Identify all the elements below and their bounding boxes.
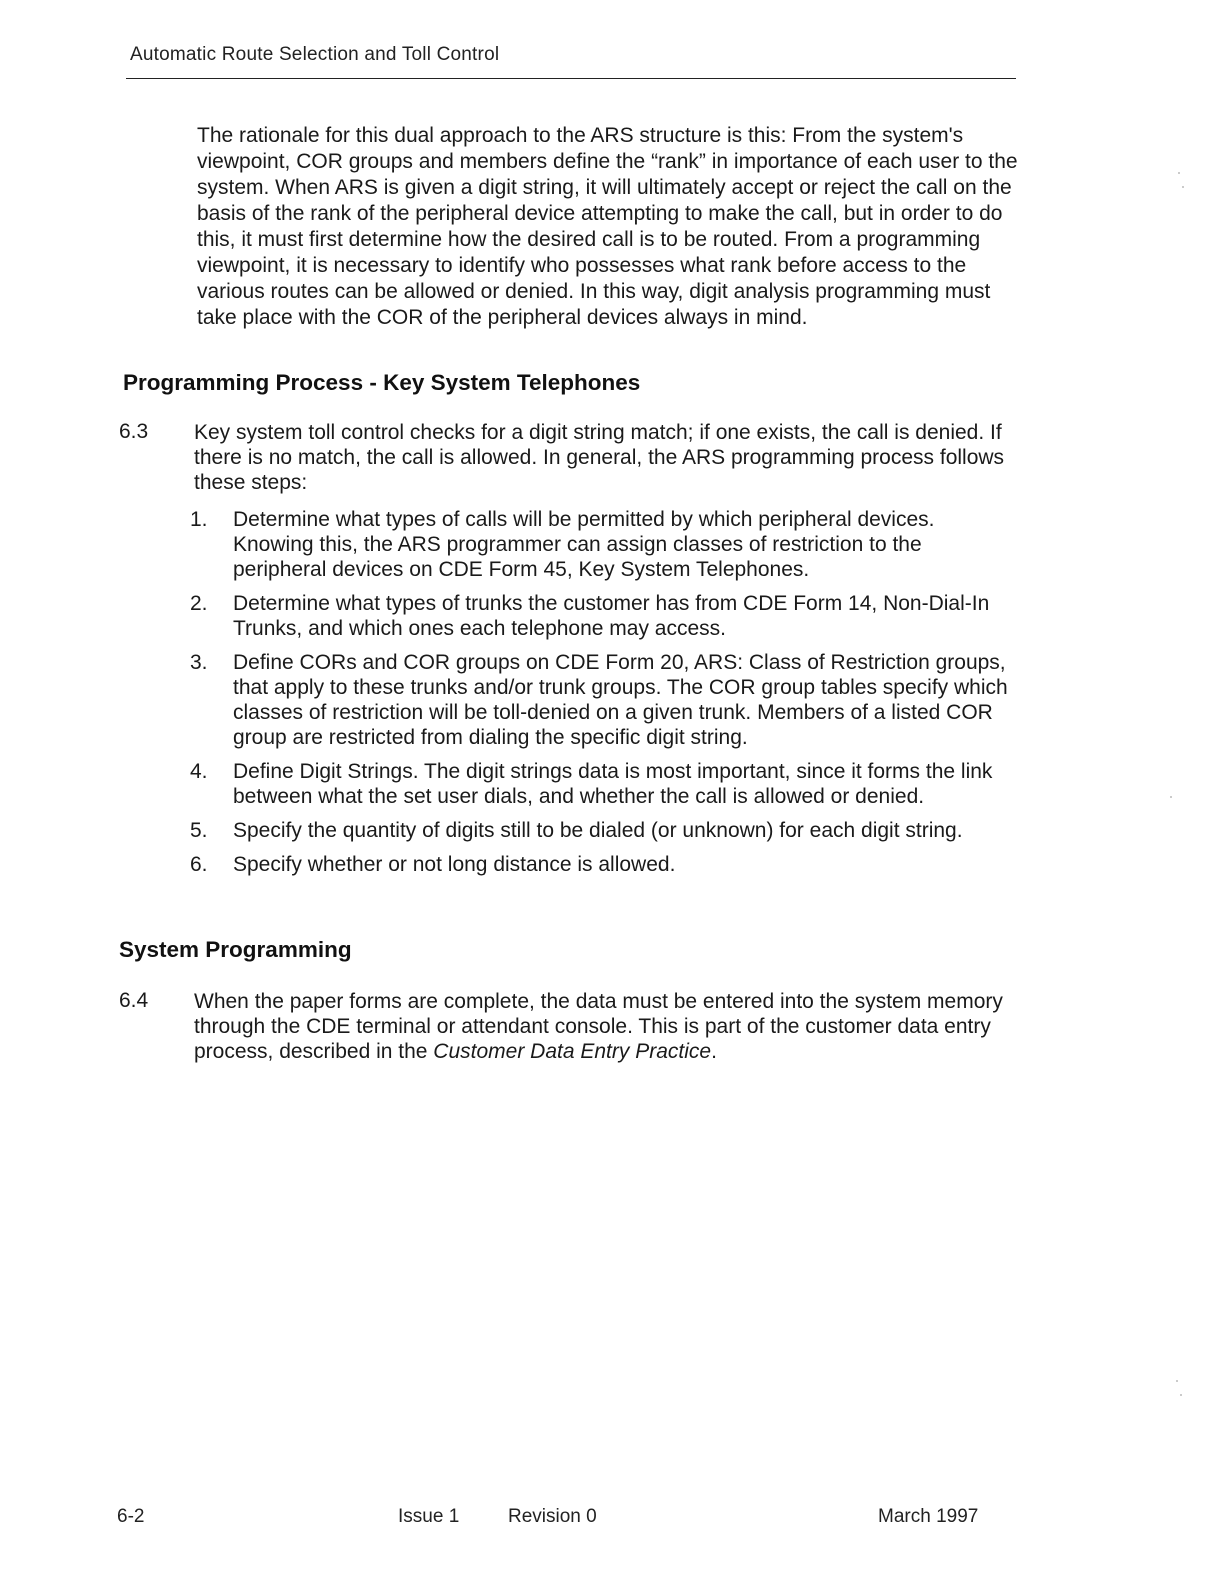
list-item <box>190 591 1016 641</box>
scan-speck <box>1178 172 1180 174</box>
step-text: Determine what types of calls will be permitted by which peripheral devices. Knowing this, the ARS programmer can assign classes of restriction to the peripheral devices on CDE Form 45, Key System Telephones. <box>233 508 935 581</box>
list-item <box>190 650 1016 750</box>
step-text: Specify whether or not long distance is allowed. <box>233 853 676 876</box>
step-text: Specify the quantity of digits still to be dialed (or unknown) for each digit string. <box>233 819 963 842</box>
paragraph-6-4 <box>194 989 1016 1064</box>
paragraph-number-6-3: 6.3 <box>119 420 149 443</box>
step-number: 3. <box>190 651 208 674</box>
intro-paragraph: The rationale for this dual approach to the ARS structure is this: From the system's viewpoint, COR groups and members define the “rank” in importance of each user to the system. When ARS is given a digit string, it will ultimately accept or reject the call on the basis of the rank of the peripheral device attempting to make the call, but in order to do this, it must first determine how the desired call is to be routed. From a programming viewpoint, it is necessary to identify who possesses what rank before access to the various routes can be allowed or denied. In this way, digit analysis programming must take place with the COR of the peripheral devices always in mind. <box>197 124 1018 329</box>
heading-system-programming: System Programming <box>119 937 352 962</box>
step-text: Define CORs and COR groups on CDE Form 20, ARS: Class of Restriction groups, that apply to these trunks and/or trunk groups. The COR group tables specify which classes of restriction will be toll-denied on a given trunk. Members of a listed COR group are restricted from dialing the specific digit string. <box>233 651 1008 749</box>
footer-date: March 1997 <box>878 1506 979 1527</box>
steps-list <box>190 507 1016 886</box>
list-item <box>190 507 1016 582</box>
running-header: Automatic Route Selection and Toll Control <box>130 44 500 65</box>
scan-speck <box>1176 1380 1178 1382</box>
practice-title: Customer Data Entry Practice <box>433 1040 712 1063</box>
step-number: 6. <box>190 853 208 876</box>
list-item <box>190 852 1016 877</box>
header-rule <box>126 78 1016 79</box>
step-number: 1. <box>190 508 208 531</box>
paragraph-number-6-4: 6.4 <box>119 989 149 1012</box>
step-text: Define Digit Strings. The digit strings data is most important, since it forms the link between what the set user dials, and whether the call is allowed or denied. <box>233 760 993 808</box>
paragraph-text: When the paper forms are complete, the data must be entered into the system memory through the CDE terminal or attendant console. This is part of the customer data entry process, described in the <box>194 990 1003 1063</box>
footer-revision: Revision 0 <box>508 1506 597 1527</box>
paragraph-end: . <box>711 1040 717 1063</box>
list-item <box>190 759 1016 809</box>
heading-key-system: Programming Process - Key System Telephones <box>123 370 641 395</box>
scan-speck <box>1170 796 1172 798</box>
footer-issue: Issue 1 <box>398 1506 460 1527</box>
footer-page-number: 6-2 <box>117 1506 145 1527</box>
list-item <box>190 818 1016 843</box>
step-number: 4. <box>190 760 208 783</box>
step-text: Determine what types of trunks the customer has from CDE Form 14, Non-Dial-In Trunks, and which ones each telephone may access. <box>233 592 990 640</box>
step-number: 5. <box>190 819 208 842</box>
step-number: 2. <box>190 592 208 615</box>
scan-speck <box>1182 186 1184 188</box>
scan-speck <box>1180 1394 1182 1396</box>
paragraph-6-3: Key system toll control checks for a digit string match; if one exists, the call is denied. If there is no match, the call is allowed. In general, the ARS programming process follows these steps: <box>194 421 1005 494</box>
